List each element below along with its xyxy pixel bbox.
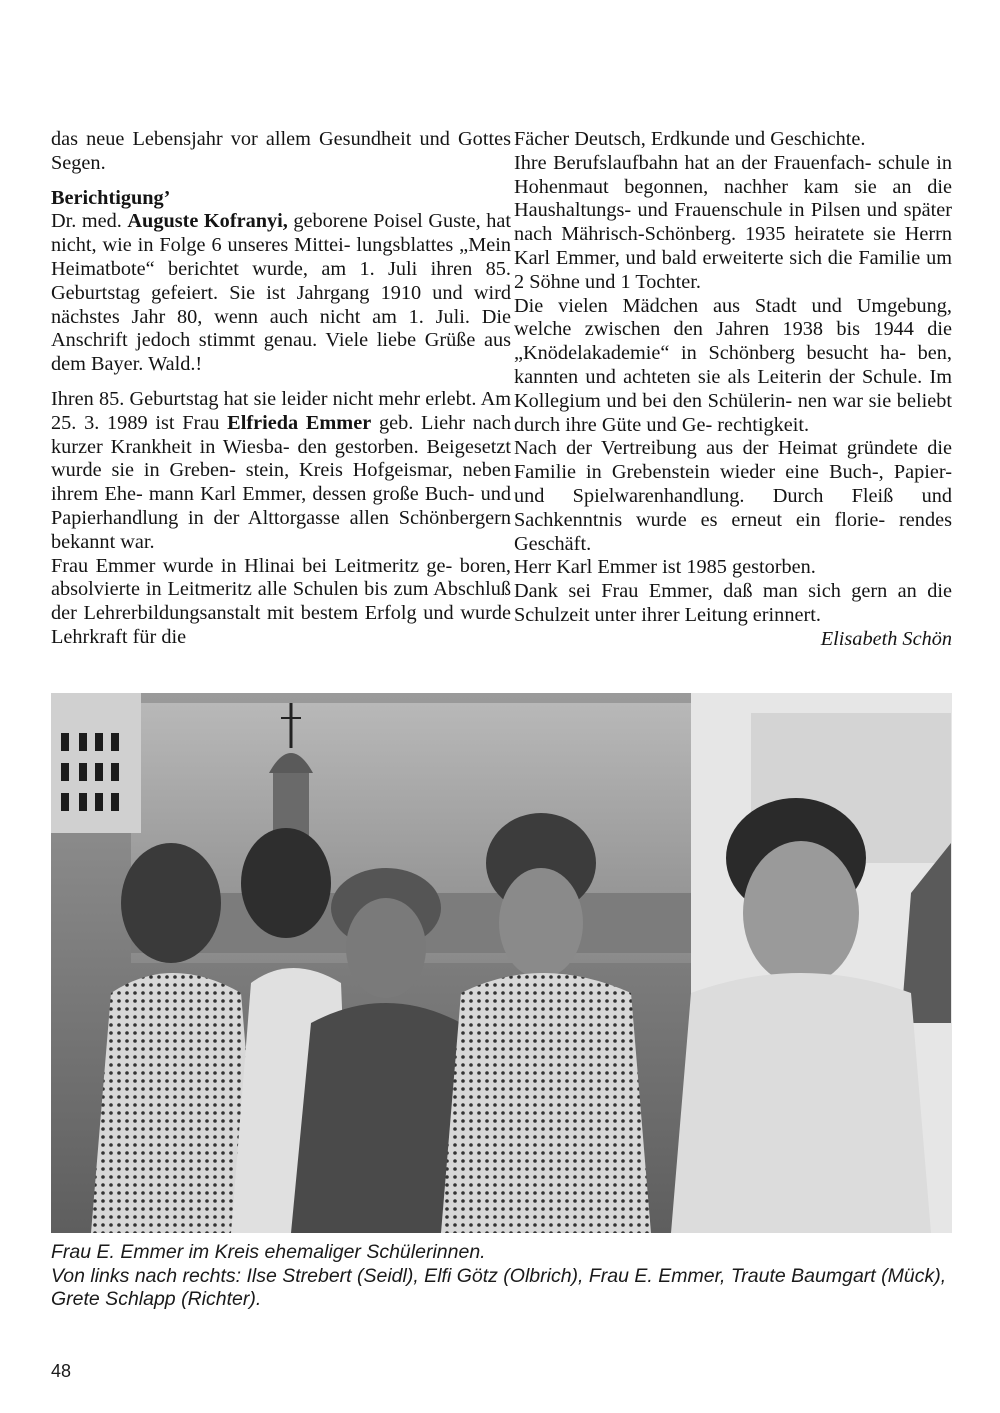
photo-caption [51,1241,961,1312]
paragraph-subjects: Fächer Deutsch, Erdkunde und Geschichte. [514,128,866,150]
caption-line-2: Von links nach rechts: Ilse Strebert (Seidl), Elfi Götz (Olbrich), Frau E. Emmer, Traute Baumgart (Mück), Grete Schlapp (Richter). [51,1264,947,1310]
left-column [51,128,511,650]
page-number: 48 [51,1361,72,1381]
paragraph-career: Ihre Berufslaufbahn hat an der Frauenfach- schule in Hohenmaut begonnen, nachher kam sie an die Haushaltungs- und Frauenschule in Pilsen und später nach Mährisch-Schönberg. 1935 heiratete sie Herrn Karl Emmer, und bald erweiterte sich die Familie um 2 Söhne und 1 Tochter. [514,151,952,293]
right-column [514,128,952,652]
paragraph-school: Die vielen Mädchen aus Stadt und Umgebung, welche zwischen den Jahren 1938 bis 1944 die „Knödelakademie“ in Schönberg besucht ha- ben, kannten und achteten sie als Leiterin der Schule. Im Kollegium und bei den Schülerin- nen war sie beliebt durch ihre Güte und Ge- rechtigkeit. [514,294,952,436]
obituary-lead: Ihren 85. Geburtstag hat sie leider nicht mehr erlebt. Am 25. 3. 1989 ist Frau [51,387,511,434]
name-emmer: Elfrieda Emmer [227,411,372,434]
paragraph-correction [51,210,511,377]
group-photo-illustration [51,693,952,1233]
name-kofranyi: Auguste Kofranyi, [127,210,288,233]
group-photo [51,693,952,1233]
caption-line-1: Frau E. Emmer im Kreis ehemaliger Schülerinnen. [51,1241,486,1263]
heading-correction: Berichtigung’ [51,186,171,209]
paragraph-business: Nach der Vertreibung aus der Heimat gründete die Familie in Grebenstein wieder eine Buch-, Papier- und Spielwarenhandlung. Durch Fleiß und Sachkenntnis wurde es erneut ein florie- rendes Geschäft. [514,437,952,555]
paragraph-biography: Frau Emmer wurde in Hlinai bei Leitmeritz ge- boren, absolvierte in Leitmeritz alle Schulen bis zum Abschluß der Lehrerbildungsanstalt mit bestem Erfolg und wurde Lehrkraft für die [51,554,511,648]
paragraph-husband: Herr Karl Emmer ist 1985 gestorben. [514,556,816,579]
author-signature: Elisabeth Schön [820,627,952,650]
paragraph-obituary [51,388,511,555]
paragraph-intro: das neue Lebensjahr vor allem Gesundheit und Gottes Segen. [51,128,511,174]
paragraph-thanks: Dank sei Frau Emmer, daß man sich gern an die Schulzeit unter ihrer Leitung erinnert. [514,580,952,626]
title-prefix: Dr. med. [51,210,122,233]
correction-text: geborene Poisel Guste, hat nicht, wie in Folge 6 unseres Mittei- lungsblattes „Mein Heimatbote“ berichtet wurde, am 1. Juli ihren 85. Geburtstag gefeiert. Sie ist Jahrgang 1910 und wird nächstes Jahr 80, wenn auch nicht am 1. Juli. Die Anschrift jedoch stimmt genau. Viele liebe Grüße aus dem Bayer. Wald.! [51,210,511,376]
obituary-text: geb. Liehr nach kurzer Krankheit in Wiesba- den gestorben. Beigesetzt wurde sie in Greben- stein, Kreis Hofgeismar, neben ihrem Ehe- mann Karl Emmer, dessen große Buch- und Papierhandlung in der Alttorgasse allen Schönbergern bekannt war. [51,411,512,553]
